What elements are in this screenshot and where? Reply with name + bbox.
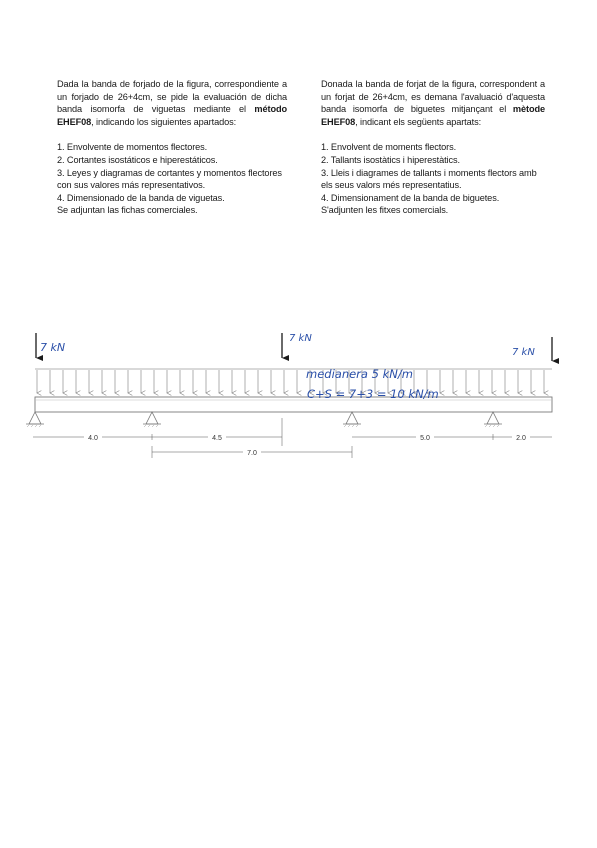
spanish-item: 2. Cortantes isostáticos e hiperestáticos. — [57, 154, 218, 165]
point-load-label-left: 7 kN — [40, 341, 66, 354]
dim-span-1: 4.0 — [88, 435, 98, 442]
support-pin — [143, 412, 161, 427]
beam-body — [35, 397, 552, 412]
point-load-label-right: 7 kN — [512, 347, 535, 358]
support-pin — [343, 412, 361, 427]
supports — [26, 412, 502, 427]
catalan-intro-text: Donada la banda de forjat de la figura, correspondent a un forjat de 26+4cm, es demana l'avaluació d'aquesta banda isomorfa de biguetes mitjançant el — [321, 79, 545, 115]
surface-load-label: C+S = 7+3 = 10 kN/m — [307, 387, 439, 401]
dim-span-3: 5.0 — [420, 435, 430, 442]
point-loads — [36, 333, 552, 361]
spanish-method-name: método EHEF08 — [57, 104, 287, 127]
dimension-lines — [33, 418, 552, 458]
dim-span-total: 7.0 — [247, 450, 257, 457]
catalan-intro-end: , indicant els següents apartats: — [355, 116, 482, 127]
distributed-load — [35, 369, 552, 393]
spanish-item: 3. Leyes y diagramas de cortantes y momentos flectores con sus valores más representativos. — [57, 167, 282, 191]
point-load-label-center: 7 kN — [289, 333, 312, 344]
line-load-label: medianera 5 kN/m — [306, 367, 413, 381]
spanish-item: 4. Dimensionado de la banda de viguetas. — [57, 192, 225, 203]
catalan-method-name: mètode EHEF08 — [321, 104, 545, 127]
spanish-intro-text: Dada la banda de forjado de la figura, correspondiente a un forjado de 26+4cm, se pide la evaluación de dicha banda isomorfa de viguetas mediante el — [57, 79, 287, 115]
catalan-item: 3. Lleis i diagrames de tallants i moments flectors amb els seus valors més representatius. — [321, 167, 537, 191]
support-pin — [26, 412, 44, 427]
support-pin — [484, 412, 502, 427]
spanish-intro-end: , indicando los siguientes apartados: — [91, 116, 237, 127]
beam — [35, 397, 552, 412]
dim-span-2: 4.5 — [212, 435, 222, 442]
load-arrows — [37, 370, 544, 393]
catalan-item: 1. Envolvent de moments flectors. — [321, 142, 457, 153]
spanish-item: Se adjuntan las fichas comerciales. — [57, 205, 198, 216]
catalan-item: 4. Dimensionament de la banda de biguetes. — [321, 192, 500, 203]
catalan-item: S'adjunten les fitxes comercials. — [321, 205, 449, 216]
spanish-item: 1. Envolvente de momentos flectores. — [57, 142, 208, 153]
dim-cantilever: 2.0 — [516, 435, 526, 442]
catalan-item: 2. Tallants isostàtics i hiperestàtics. — [321, 154, 460, 165]
dimension-labels — [84, 432, 530, 457]
